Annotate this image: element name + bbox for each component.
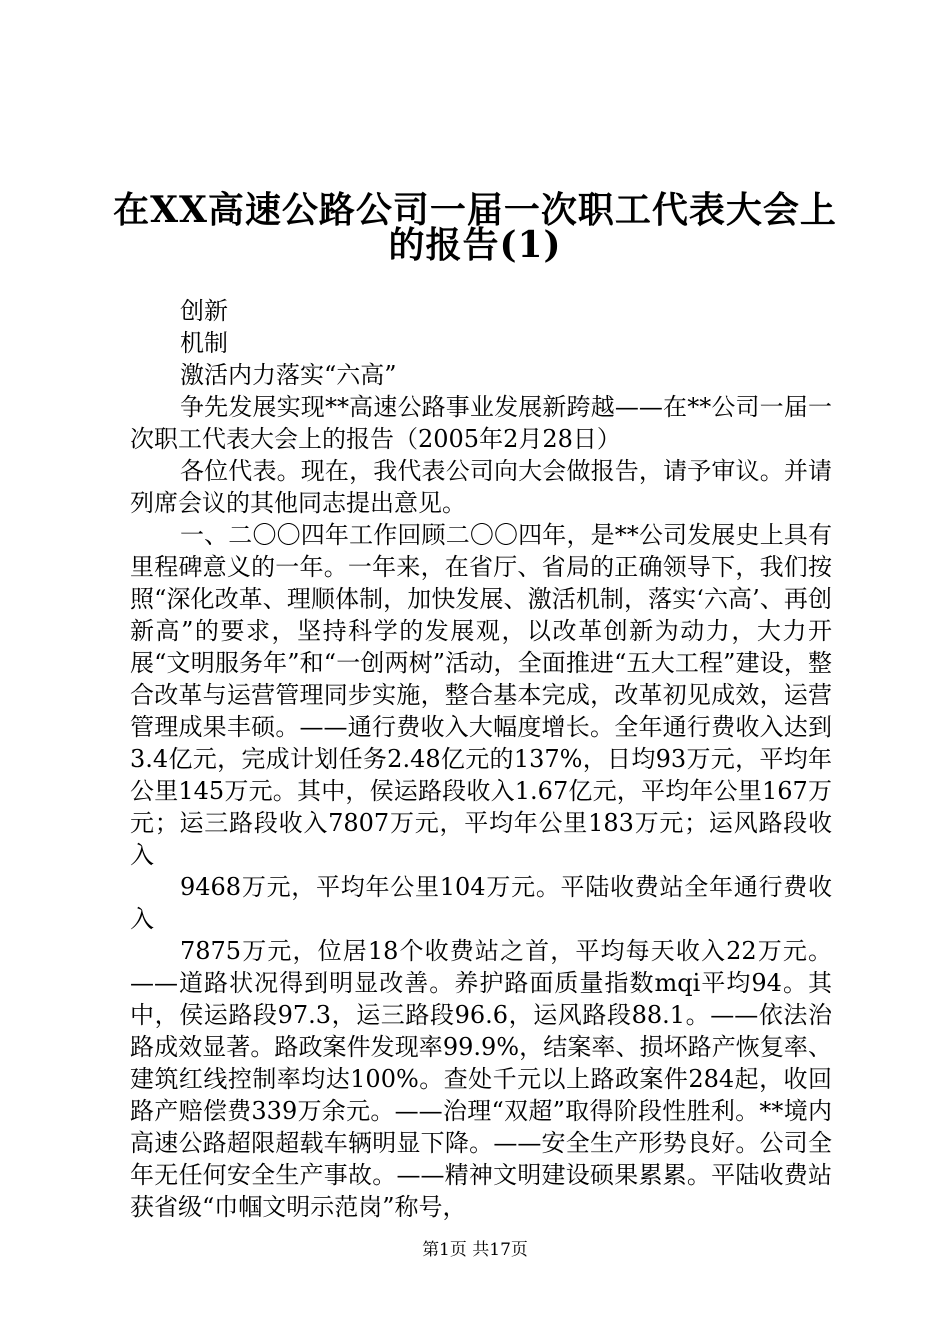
document-title-line-2: 的报告(1) xyxy=(388,224,562,266)
paragraph: 7875万元，位居18个收费站之首，平均每天收入22万元。——道路状况得到明显改善。养护路面质量指数mqi平均94。其中，侯运路段97.3，运三路段96.6，运风路段88.1。——依法治路成效显著。路政案件发现率99.9%，结案率、损坏路产恢复率、建筑红线控制率均达100%。查处千元以上路政案件284起，收回路产赔偿费339万余元。——治理“双超”取得阶段性胜利。**境内高速公路超限超载车辆明显下降。——安全生产形势良好。公司全年无任何安全生产事故。——精神文明建设硕果累累。平陆收费站获省级“巾帼文明示范岗”称号， xyxy=(130,937,832,1221)
page-footer: 第1页 共17页 xyxy=(422,1240,528,1260)
paragraph: 一、二〇〇四年工作回顾二〇〇四年，是**公司发展史上具有里程碑意义的一年。一年来，在省厅、省局的正确领导下，我们按照“深化改革、理顺体制，加快发展、激活机制，落实‘六高’、再创新高”的要求，坚持科学的发展观，以改革创新为动力，大力开展“文明服务年”和“一创两树”活动，全面推进“五大工程”建设，整合改革与运营管理同步实施，整合基本完成，改革初见成效，运营管理成果丰硕。——通行费收入大幅度增长。全年通行费收入达到3.4亿元，完成计划任务2.48亿元的137%，日均93万元，平均年公里145万元。其中，侯运路段收入1.67亿元，平均年公里167万元；运三路段收入7807万元，平均年公里183万元；运风路段收入 xyxy=(130,521,832,869)
paragraph: 创新 xyxy=(180,297,228,325)
paragraph: 9468万元，平均年公里104万元。平陆收费站全年通行费收入 xyxy=(130,873,832,933)
paragraph: 机制 xyxy=(180,329,228,357)
document-title-line-1: 在XX高速公路公司一届一次职工代表大会上 xyxy=(113,189,837,231)
paragraph: 争先发展实现**高速公路事业发展新跨越——在**公司一届一次职工代表大会上的报告（2005年2月28日） xyxy=(130,393,832,453)
paragraph: 激活内力落实“六高” xyxy=(180,361,397,389)
document-body xyxy=(130,295,832,1223)
paragraph: 各位代表。现在，我代表公司向大会做报告，请予审议。并请列席会议的其他同志提出意见。 xyxy=(130,457,832,517)
